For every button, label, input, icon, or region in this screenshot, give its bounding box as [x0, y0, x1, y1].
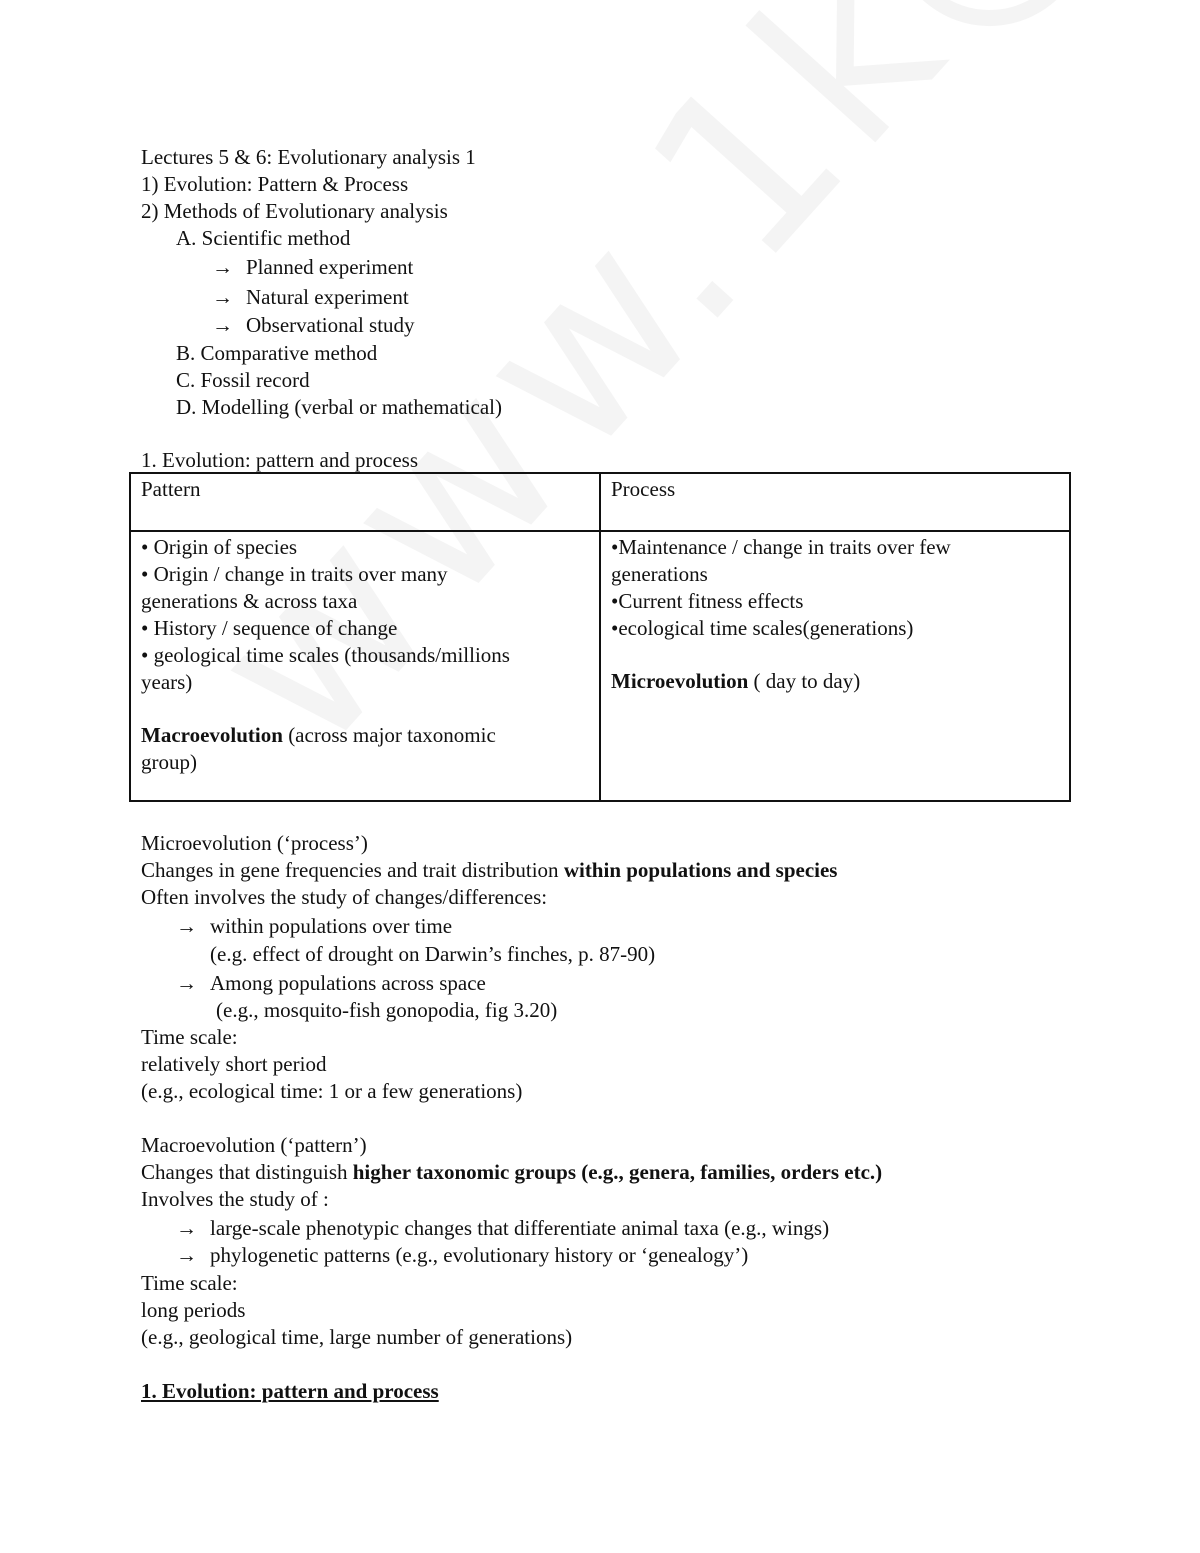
- micro-timescale-example: (e.g., ecological time: 1 or a few generations): [141, 1079, 523, 1103]
- micro-example: (e.g. effect of drought on Darwin’s finches, p. 87-90): [210, 942, 656, 966]
- arrow-icon: →: [176, 1243, 197, 1267]
- macro-arrow-item: → large-scale phenotypic changes that differentiate animal taxa (e.g., wings): [176, 1216, 830, 1240]
- table-header-process: Process: [600, 473, 1070, 531]
- micro-arrow-item: → Among populations across space: [176, 971, 486, 995]
- list-item: •Current fitness effects: [611, 589, 804, 613]
- macro-involves: Involves the study of :: [141, 1187, 329, 1211]
- lecture-title: Lectures 5 & 6: Evolutionary analysis 1: [141, 145, 476, 169]
- micro-timescale-label: Time scale:: [141, 1025, 238, 1049]
- arrow-icon: →: [212, 255, 233, 279]
- footer-heading: 1. Evolution: pattern and process: [141, 1379, 439, 1403]
- arrow-icon: →: [176, 971, 197, 995]
- macro-title: Macroevolution (‘pattern’): [141, 1133, 367, 1157]
- list-item: years): [141, 670, 193, 694]
- micro-title: Microevolution (‘process’): [141, 831, 368, 855]
- micro-definition: Changes in gene frequencies and trait distribution within populations and species: [141, 858, 838, 882]
- arrow-icon: →: [176, 1216, 197, 1240]
- micro-involves: Often involves the study of changes/differences:: [141, 885, 548, 909]
- list-item: •Maintenance / change in traits over few: [611, 535, 951, 559]
- list-item: • History / sequence of change: [141, 616, 398, 640]
- list-item: • Origin of species: [141, 535, 298, 559]
- outline-arrow-item: → Natural experiment: [212, 285, 409, 309]
- outline-sub-c: C. Fossil record: [176, 368, 310, 392]
- outline-sub-b: B. Comparative method: [176, 341, 378, 365]
- list-item: generations & across taxa: [141, 589, 358, 613]
- list-item: • Origin / change in traits over many: [141, 562, 448, 586]
- process-cell: [600, 531, 1070, 801]
- arrow-icon: →: [212, 285, 233, 309]
- list-item: • geological time scales (thousands/millions: [141, 643, 510, 667]
- outline-arrow-item: → Observational study: [212, 313, 415, 337]
- outline-arrow-item: → Planned experiment: [212, 255, 414, 279]
- list-item: generations: [611, 562, 708, 586]
- macro-timescale-value: long periods: [141, 1298, 246, 1322]
- list-item: group): [141, 750, 197, 774]
- section-heading: 1. Evolution: pattern and process: [141, 448, 419, 472]
- micro-arrow-item: → within populations over time: [176, 914, 453, 938]
- arrow-icon: →: [176, 914, 197, 938]
- outline-sub-a: A. Scientific method: [176, 226, 351, 250]
- outline-item-1: 1) Evolution: Pattern & Process: [141, 172, 409, 196]
- outline-item-2: 2) Methods of Evolutionary analysis: [141, 199, 448, 223]
- pattern-cell: [130, 531, 600, 801]
- arrow-icon: →: [212, 313, 233, 337]
- micro-example: (e.g., mosquito-fish gonopodia, fig 3.20): [216, 998, 558, 1022]
- macro-definition: Changes that distinguish higher taxonomic groups (e.g., genera, families, orders etc.): [141, 1160, 883, 1184]
- macro-timescale-example: (e.g., geological time, large number of generations): [141, 1325, 573, 1349]
- table-header-pattern: Pattern: [130, 473, 600, 531]
- micro-timescale-value: relatively short period: [141, 1052, 327, 1076]
- outline-sub-d: D. Modelling (verbal or mathematical): [176, 395, 502, 419]
- pattern-process-table: [129, 472, 1071, 802]
- macro-arrow-item: → phylogenetic patterns (e.g., evolutionary history or ‘genealogy’): [176, 1243, 749, 1267]
- macroevolution-term: Macroevolution (across major taxonomic: [141, 723, 496, 747]
- list-item: •ecological time scales(generations): [611, 616, 914, 640]
- microevolution-term: Microevolution ( day to day): [611, 669, 861, 693]
- macro-timescale-label: Time scale:: [141, 1271, 238, 1295]
